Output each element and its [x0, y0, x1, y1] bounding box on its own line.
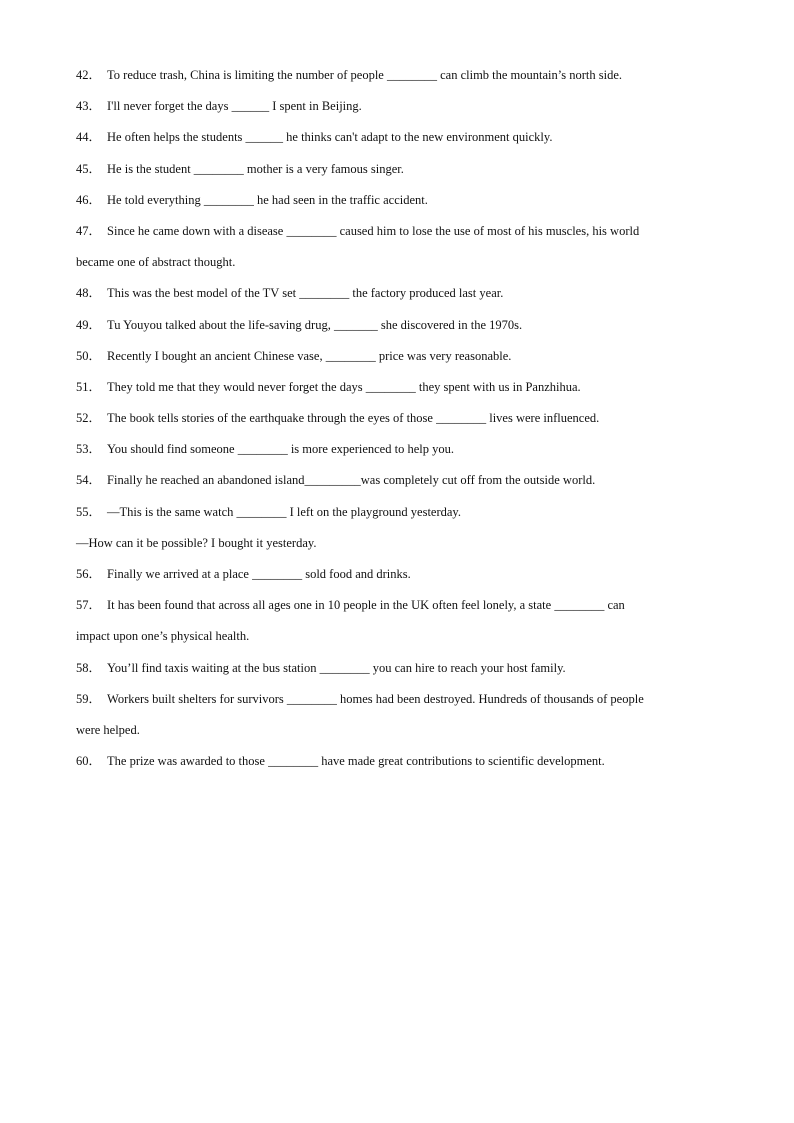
question-57-continuation	[76, 626, 710, 657]
question-47-continuation	[76, 252, 710, 283]
question-45	[76, 159, 710, 190]
question-55	[76, 502, 710, 533]
question-42	[76, 65, 710, 96]
question-text-continuation: —How can it be possible? I bought it yesterday.	[76, 535, 317, 550]
question-52	[76, 408, 710, 439]
question-55-continuation	[76, 533, 710, 564]
question-number: 59．	[76, 691, 102, 706]
question-59-continuation	[76, 720, 710, 751]
question-43	[76, 96, 710, 127]
question-text: They told me that they would never forget the days ________ they spent with us in Panzhihua.	[107, 379, 581, 394]
question-number: 45．	[76, 161, 102, 176]
question-text: The book tells stories of the earthquake through the eyes of those ________ lives were influenced.	[107, 411, 600, 426]
question-60	[76, 751, 710, 782]
question-number: 54．	[76, 473, 102, 488]
question-44	[76, 127, 710, 158]
question-number: 60．	[76, 754, 102, 769]
question-text-continuation: impact upon one’s physical health.	[76, 629, 250, 644]
question-49	[76, 315, 710, 346]
question-56	[76, 564, 710, 595]
question-58	[76, 658, 710, 689]
question-number: 50．	[76, 348, 102, 363]
question-text: I'll never forget the days ______ I spent in Beijing.	[107, 99, 362, 114]
question-text: This was the best model of the TV set ________ the factory produced last year.	[107, 286, 504, 301]
question-number: 53．	[76, 442, 102, 457]
question-text: He told everything ________ he had seen in the traffic accident.	[107, 192, 428, 207]
question-50	[76, 346, 710, 377]
question-text: —This is the same watch ________ I left on the playground yesterday.	[107, 504, 461, 519]
question-text: You should find someone ________ is more experienced to help you.	[107, 442, 454, 457]
question-text: Finally he reached an abandoned island_________was completely cut off from the outside world.	[107, 473, 596, 488]
question-51	[76, 377, 710, 408]
question-number: 51．	[76, 379, 102, 394]
question-46	[76, 190, 710, 221]
question-48	[76, 283, 710, 314]
question-list	[76, 65, 710, 782]
question-number: 42．	[76, 68, 102, 82]
question-text-continuation: were helped.	[76, 722, 140, 737]
question-text: You’ll find taxis waiting at the bus station ________ you can hire to reach your host family.	[107, 660, 566, 675]
question-number: 43．	[76, 99, 102, 114]
question-57	[76, 595, 710, 626]
question-47	[76, 221, 710, 252]
question-text: Workers built shelters for survivors ________ homes had been destroyed. Hundreds of thousands of people	[107, 691, 644, 706]
question-text: Since he came down with a disease ________ caused him to lose the use of most of his muscles, his world	[107, 223, 640, 238]
question-text: The prize was awarded to those ________ have made great contributions to scientific development.	[107, 754, 605, 769]
question-text: He often helps the students ______ he thinks can't adapt to the new environment quickly.	[107, 130, 553, 145]
question-54	[76, 470, 710, 501]
question-number: 47．	[76, 223, 102, 238]
question-59	[76, 689, 710, 720]
question-number: 49．	[76, 317, 102, 332]
question-number: 52．	[76, 411, 102, 426]
question-number: 48．	[76, 286, 102, 301]
question-text-continuation: became one of abstract thought.	[76, 255, 236, 270]
question-number: 58．	[76, 660, 102, 675]
question-text: It has been found that across all ages one in 10 people in the UK often feel lonely, a state ________ can	[107, 598, 625, 613]
question-number: 44．	[76, 130, 102, 145]
question-text: To reduce trash, China is limiting the number of people ________ can climb the mountain’s north side.	[107, 68, 623, 82]
question-text: Recently I bought an ancient Chinese vase, ________ price was very reasonable.	[107, 348, 512, 363]
question-number: 57．	[76, 598, 102, 613]
question-53	[76, 439, 710, 470]
question-number: 55．	[76, 504, 102, 519]
question-text: He is the student ________ mother is a very famous singer.	[107, 161, 404, 176]
question-text: Finally we arrived at a place ________ sold food and drinks.	[107, 567, 411, 581]
question-text: Tu Youyou talked about the life-saving drug, _______ she discovered in the 1970s.	[107, 317, 523, 332]
question-number: 56．	[76, 567, 102, 581]
question-number: 46．	[76, 192, 102, 207]
